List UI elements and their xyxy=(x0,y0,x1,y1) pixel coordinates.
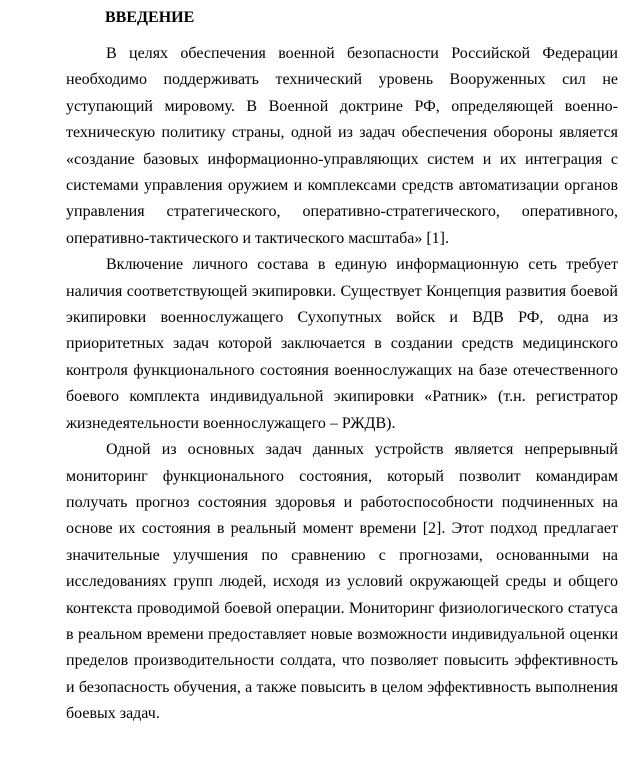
document-body xyxy=(66,41,618,728)
paragraph-3: Одной из основных задач данных устройств является непрерывный мониторинг функционального состояния, который позволит командирам получать прогноз состояния здоровья и работоспособности подчиненных на основе их состояния в реальный момент времени [2]. Этот подход предлагает значительные улучшения по сравнению с прогнозами, основанными на исследованиях групп людей, исходя из условий окружающей среды и общего контекста проводимой боевой операции. Мониторинг физиологического статуса в реальном времени предоставляет новые возможности индивидуальной оценки пределов производительности солдата, что позволяет повысить эффективность и безопасность обучения, а также повысить в целом эффективность выполнения боевых задач. xyxy=(66,441,618,723)
paragraph-2: Включение личного состава в единую информационную сеть требует наличия соответствующей экипировки. Существует Концепция развития боевой экипировки военнослужащего Сухопутных войск и ВДВ РФ, одна из приоритетных задач которой заключается в создании средств медицинского контроля функционального состояния военнослужащих на базе отечественного боевого комплекта индивидуальной экипировки «Ратник» (т.н. регистратор жизнедеятельности военнослужащего – РЖДВ). xyxy=(66,256,618,432)
section-heading: ВВЕДЕНИЕ xyxy=(105,9,195,26)
paragraph-1: В целях обеспечения военной безопасности Российской Федерации необходимо поддерживать технический уровень Вооруженных сил не уступающий мировому. В Военной доктрине РФ, определяющей военно-техническую политику страны, одной из задач обеспечения обороны является «создание базовых информационно-управляющих систем и их интеграция с системами управления оружием и комплексами средств автоматизации органов управления стратегического, оперативно-стратегического, оперативного, оперативно-тактического и тактического масштаба» [1]. xyxy=(66,45,618,247)
